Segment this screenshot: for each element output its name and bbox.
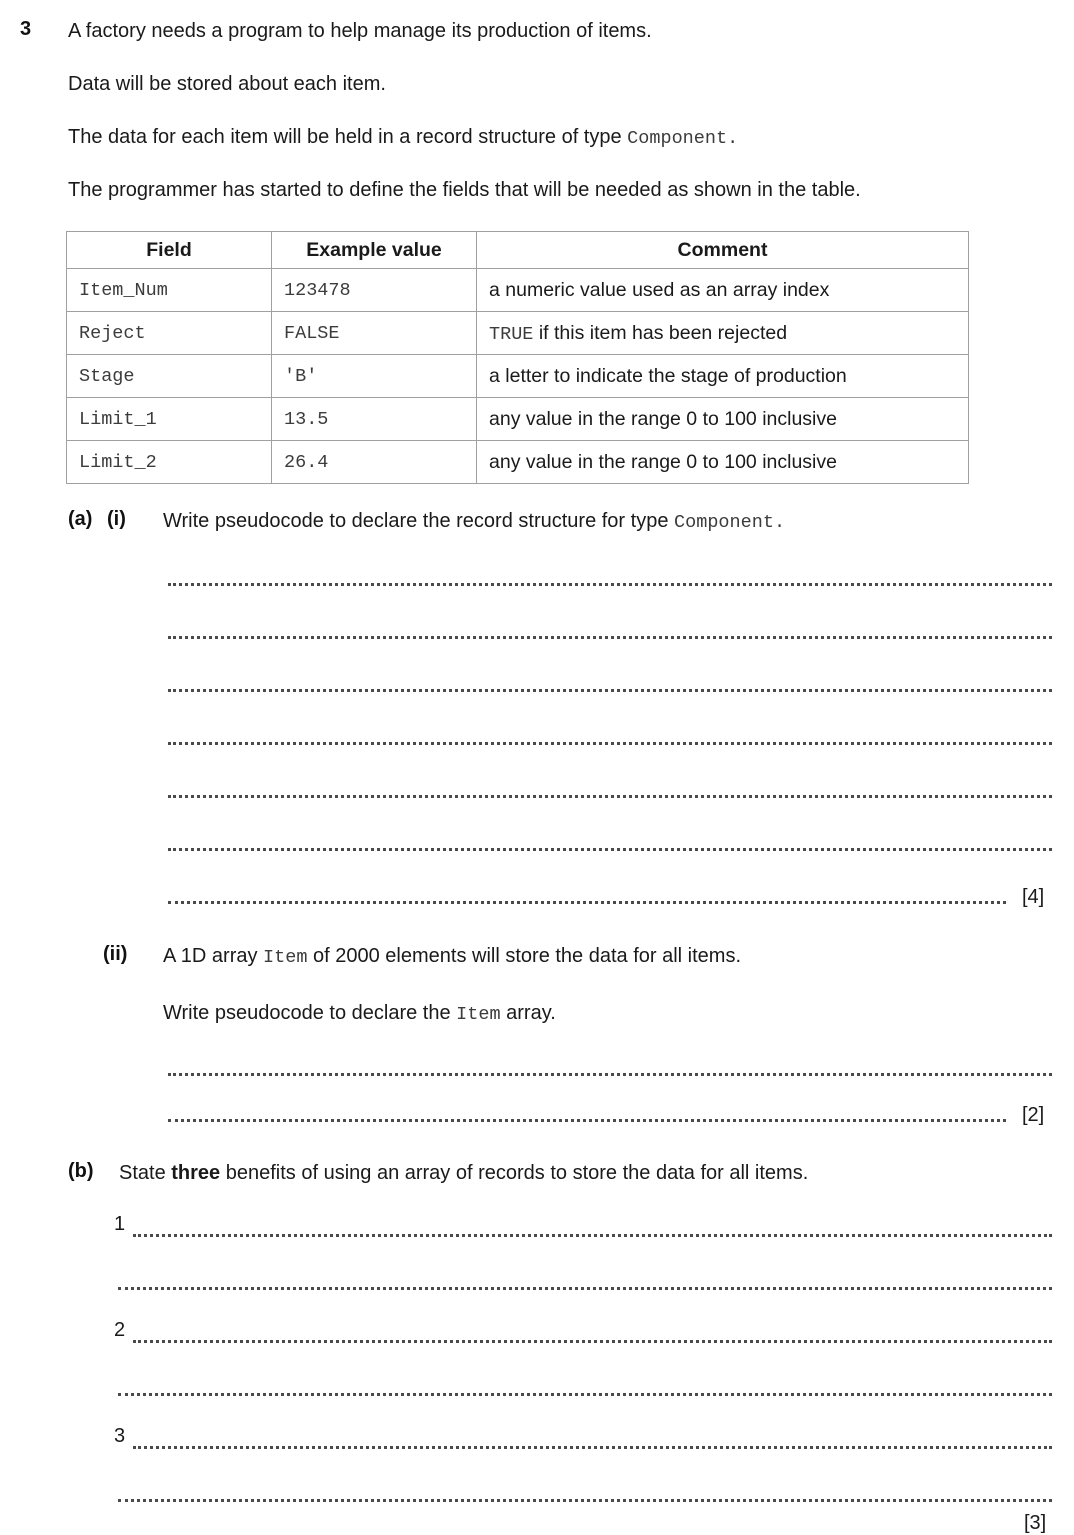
part-a-ii-line2-after: array. [500,1002,556,1024]
cell-field: Item_Num [67,269,272,312]
cell-comment [477,312,969,355]
table-row [67,398,969,441]
marks-a-i: [4] [1022,886,1045,908]
table-header-row [67,232,969,269]
part-a-ii-intro [163,943,1034,971]
part-a-ii-line1-after: of 2000 elements will store the data for all items. [307,945,742,967]
component-type-code: Component [627,128,728,149]
cell-comment-text: if this item has been rejected [533,321,788,344]
field-definition-table [66,231,969,484]
benefit-number: 1 [114,1213,126,1235]
answer-line[interactable] [168,845,1052,851]
answer-line[interactable] [168,739,1052,745]
cell-comment [477,355,969,398]
stem-line-2: Data will be stored about each item. [68,73,386,95]
answer-line[interactable] [118,1390,1052,1396]
cell-field: Stage [67,355,272,398]
part-a-ii-line2-before: Write pseudocode to declare the [163,1002,457,1024]
cell-value: FALSE [272,312,477,355]
question-number: 3 [20,18,32,40]
cell-field: Reject [67,312,272,355]
answer-line[interactable] [133,1231,1052,1237]
answer-line[interactable] [168,1116,1006,1122]
cell-value: 26.4 [272,441,477,484]
part-a-i-type-code: Component [674,512,774,533]
stem-line-1: A factory needs a program to help manage its production of items. [68,20,652,42]
answer-line[interactable] [118,1496,1052,1502]
item-array-code: Item [456,1004,501,1025]
part-a-i-label: (i) [107,508,126,530]
part-b-text-emphasis: three [171,1162,221,1184]
part-a-ii-line1-before: A 1D array [163,945,264,967]
table-row [67,312,969,355]
part-a-i-question [163,508,1034,536]
answer-line[interactable] [168,686,1052,692]
table-header-field: Field [67,232,272,269]
cell-comment-code: TRUE [489,323,534,345]
table-row [67,441,969,484]
part-b-text-before: State [119,1162,172,1184]
table-row [67,269,969,312]
part-b-text-after: benefits of using an array of records to store the data for all items. [220,1162,809,1184]
cell-comment-text: a numeric value used as an array index [489,278,830,301]
answer-line[interactable] [118,1284,1052,1290]
marks-a-ii: [2] [1022,1104,1045,1126]
answer-line[interactable] [168,792,1052,798]
part-a-ii-label: (ii) [103,943,128,965]
cell-value: 13.5 [272,398,477,441]
cell-comment [477,441,969,484]
answer-line[interactable] [133,1337,1052,1343]
part-a-i-text-before: Write pseudocode to declare the record structure for type [163,510,675,532]
part-a-ii-question [163,1000,1034,1028]
answer-line[interactable] [168,580,1052,586]
table-row [67,355,969,398]
cell-field: Limit_1 [67,398,272,441]
stem-line-4: The programmer has started to define the fields that will be needed as shown in the table. [68,179,861,201]
stem-line-3-prefix: The data for each item will be held in a record structure of type [68,126,628,148]
cell-field: Limit_2 [67,441,272,484]
cell-value: 123478 [272,269,477,312]
answer-line[interactable] [168,633,1052,639]
part-a-i-text-after: . [773,512,786,533]
answer-line[interactable] [133,1443,1052,1449]
cell-comment-text: a letter to indicate the stage of production [489,364,847,387]
answer-line[interactable] [168,898,1006,904]
stem-line-3 [68,124,1034,152]
part-b-label: (b) [68,1160,94,1182]
cell-comment [477,398,969,441]
stem-line-3-suffix: . [727,128,739,149]
cell-comment-text: any value in the range 0 to 100 inclusive [489,407,837,430]
part-a-label: (a) [68,508,93,530]
table-header-example-value: Example value [272,232,477,269]
marks-b: [3] [1024,1512,1047,1534]
table-header-comment: Comment [477,232,969,269]
benefit-number: 2 [114,1319,126,1341]
cell-value: 'B' [272,355,477,398]
benefit-number: 3 [114,1425,126,1447]
item-array-code: Item [263,947,308,968]
part-b-question [119,1160,1034,1186]
answer-line[interactable] [168,1070,1052,1076]
cell-comment [477,269,969,312]
cell-comment-text: any value in the range 0 to 100 inclusive [489,450,837,473]
